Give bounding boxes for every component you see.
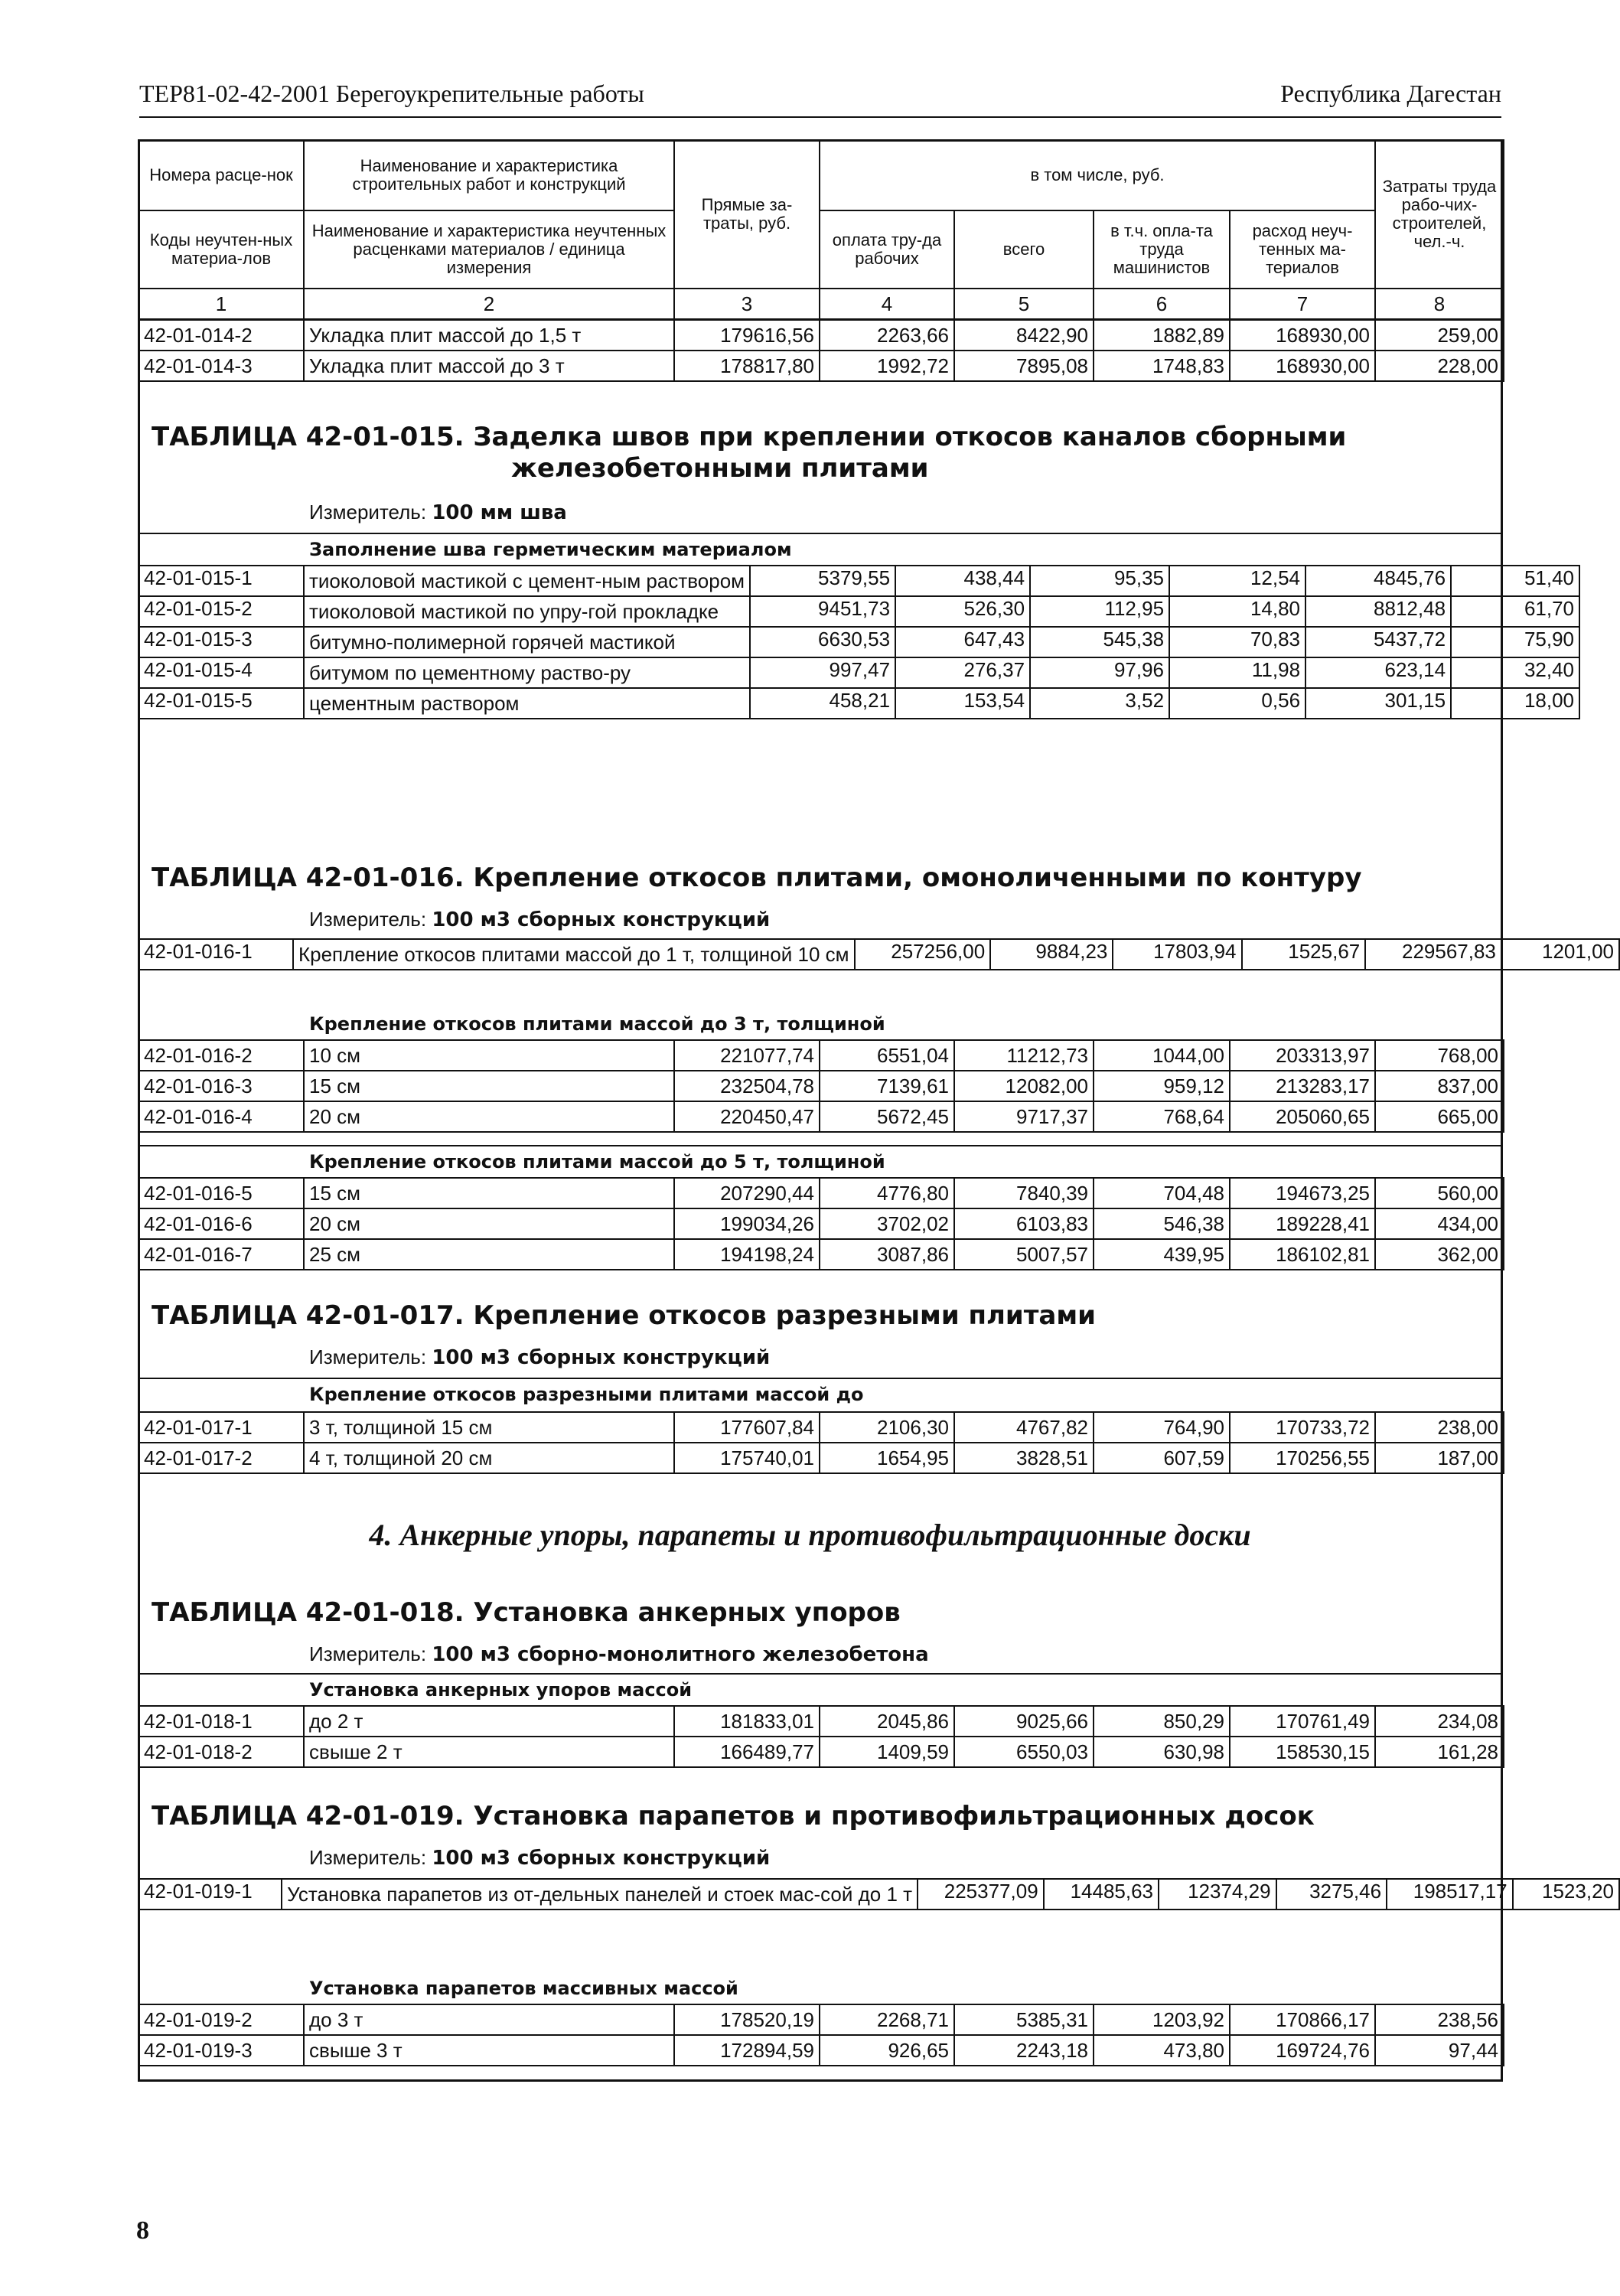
cell-worker-pay: 5672,45 bbox=[820, 1101, 954, 1132]
cell-work-name: 10 см bbox=[304, 1040, 674, 1071]
cell-work-name: 20 см bbox=[304, 1101, 674, 1132]
cell-machines-total: 6550,03 bbox=[954, 1737, 1094, 1767]
cell-machinist-pay: 764,90 bbox=[1094, 1412, 1230, 1443]
header-material-name: Наименование и характеристика неучтенных расценками материалов / единица измерения bbox=[304, 210, 674, 289]
col-num: 3 bbox=[674, 289, 820, 319]
table-row bbox=[139, 1239, 1504, 1270]
table-row bbox=[139, 2004, 1504, 2035]
cell-machinist-pay: 850,29 bbox=[1094, 1706, 1230, 1737]
table-018-group: Установка анкерных упоров массой bbox=[309, 1679, 693, 1701]
table-015-title: ТАБЛИЦА 42-01-015. Заделка швов при креплении откосов каналов сборными bbox=[152, 422, 1347, 452]
cell-direct-costs: 225377,09 bbox=[918, 1879, 1044, 1910]
table-019-first bbox=[138, 1878, 1620, 1910]
cell-material-usage: 189228,41 bbox=[1230, 1208, 1375, 1239]
cell-work-name: 15 см bbox=[304, 1178, 674, 1208]
cell-work-name: Укладка плит массой до 3 т bbox=[304, 351, 674, 381]
cell-worker-pay: 647,43 bbox=[895, 627, 1030, 657]
cell-direct-costs: 181833,01 bbox=[674, 1706, 820, 1737]
table-015-group: Заполнение шва герметическим материалом bbox=[309, 539, 792, 560]
cell-rate-code: 42-01-019-1 bbox=[139, 1879, 282, 1910]
cell-machines-total: 545,38 bbox=[1030, 627, 1169, 657]
column-header-table bbox=[138, 139, 1504, 320]
cell-machines-total: 17803,94 bbox=[1113, 939, 1241, 970]
cell-worker-pay: 3702,02 bbox=[820, 1208, 954, 1239]
cell-direct-costs: 172894,59 bbox=[674, 2035, 820, 2066]
table-019-group: Установка парапетов массивных массой bbox=[309, 1978, 738, 1999]
header-including: в том числе, руб. bbox=[820, 140, 1375, 210]
cell-material-usage: 203313,97 bbox=[1230, 1040, 1375, 1071]
cell-work-name: 15 см bbox=[304, 1071, 674, 1101]
table-row bbox=[139, 627, 1579, 657]
cell-work-name: тиоколовой мастикой по упру-гой прокладке bbox=[304, 596, 750, 627]
table-row bbox=[139, 1737, 1504, 1767]
cell-rate-code: 42-01-015-3 bbox=[139, 627, 304, 657]
cell-machinist-pay: 959,12 bbox=[1094, 1071, 1230, 1101]
cell-work-name: 3 т, толщиной 15 см bbox=[304, 1412, 674, 1443]
rule bbox=[138, 1673, 1503, 1675]
cell-worker-pay: 526,30 bbox=[895, 596, 1030, 627]
cell-labor-hours: 434,00 bbox=[1375, 1208, 1504, 1239]
table-row bbox=[139, 1040, 1504, 1071]
cell-work-name: битумом по цементному раство-ру bbox=[304, 657, 750, 688]
cell-work-name: до 2 т bbox=[304, 1706, 674, 1737]
page-number: 8 bbox=[136, 2216, 149, 2245]
cell-direct-costs: 997,47 bbox=[750, 657, 895, 688]
cell-machines-total: 8422,90 bbox=[954, 320, 1094, 351]
col-num: 6 bbox=[1094, 289, 1230, 319]
cell-material-usage: 186102,81 bbox=[1230, 1239, 1375, 1270]
cell-labor-hours: 75,90 bbox=[1451, 627, 1579, 657]
cell-rate-code: 42-01-016-7 bbox=[139, 1239, 304, 1270]
cell-work-name: до 3 т bbox=[304, 2004, 674, 2035]
table-016-measure: Измеритель: 100 м3 сборных конструкций bbox=[309, 908, 771, 931]
cell-machines-total: 97,96 bbox=[1030, 657, 1169, 688]
cell-machinist-pay: 0,56 bbox=[1169, 688, 1305, 719]
cell-machinist-pay: 1882,89 bbox=[1094, 320, 1230, 351]
cell-labor-hours: 51,40 bbox=[1451, 566, 1579, 596]
cell-material-usage: 170733,72 bbox=[1230, 1412, 1375, 1443]
cell-direct-costs: 199034,26 bbox=[674, 1208, 820, 1239]
header-worker-pay: оплата тру-да рабочих bbox=[820, 210, 954, 289]
table-016-first bbox=[138, 938, 1620, 970]
cell-rate-code: 42-01-018-1 bbox=[139, 1706, 304, 1737]
cell-material-usage: 168930,00 bbox=[1230, 320, 1375, 351]
cell-worker-pay: 1654,95 bbox=[820, 1443, 954, 1473]
table-018-measure: Измеритель: 100 м3 сборно-монолитного железобетона bbox=[309, 1642, 929, 1666]
cell-rate-code: 42-01-017-2 bbox=[139, 1443, 304, 1473]
cell-machines-total: 9025,66 bbox=[954, 1706, 1094, 1737]
cell-rate-code: 42-01-016-3 bbox=[139, 1071, 304, 1101]
table-row bbox=[139, 351, 1504, 381]
table-row bbox=[139, 1178, 1504, 1208]
cell-rate-code: 42-01-017-1 bbox=[139, 1412, 304, 1443]
header-material-usage: расход неуч-тенных ма-териалов bbox=[1230, 210, 1375, 289]
cell-work-name: Укладка плит массой до 1,5 т bbox=[304, 320, 674, 351]
cell-labor-hours: 1201,00 bbox=[1501, 939, 1619, 970]
section-heading: 4. Анкерные упоры, парапеты и противофильтрационные доски bbox=[369, 1518, 1251, 1552]
cell-worker-pay: 2263,66 bbox=[820, 320, 954, 351]
cell-machines-total: 3,52 bbox=[1030, 688, 1169, 719]
cell-work-name: 4 т, толщиной 20 см bbox=[304, 1443, 674, 1473]
table-row bbox=[139, 320, 1504, 351]
cell-worker-pay: 276,37 bbox=[895, 657, 1030, 688]
cell-rate-code: 42-01-015-5 bbox=[139, 688, 304, 719]
cell-work-name: свыше 3 т bbox=[304, 2035, 674, 2066]
cell-direct-costs: 221077,74 bbox=[674, 1040, 820, 1071]
cell-machinist-pay: 70,83 bbox=[1169, 627, 1305, 657]
cell-rate-code: 42-01-014-3 bbox=[139, 351, 304, 381]
cell-work-name: свыше 2 т bbox=[304, 1737, 674, 1767]
table-row bbox=[139, 939, 1619, 970]
cell-machinist-pay: 1748,83 bbox=[1094, 351, 1230, 381]
cell-material-usage: 213283,17 bbox=[1230, 1071, 1375, 1101]
cell-material-usage: 301,15 bbox=[1305, 688, 1451, 719]
header-material-codes: Коды неучтен-ных материа-лов bbox=[139, 210, 304, 289]
cell-direct-costs: 9451,73 bbox=[750, 596, 895, 627]
cell-machinist-pay: 1525,67 bbox=[1242, 939, 1366, 970]
cell-worker-pay: 7139,61 bbox=[820, 1071, 954, 1101]
cell-direct-costs: 179616,56 bbox=[674, 320, 820, 351]
header-machinist-pay: в т.ч. опла-та труда машинистов bbox=[1094, 210, 1230, 289]
col-num: 1 bbox=[139, 289, 304, 319]
table-019-rows bbox=[138, 2004, 1504, 2066]
cell-material-usage: 169724,76 bbox=[1230, 2035, 1375, 2066]
cell-direct-costs: 177607,84 bbox=[674, 1412, 820, 1443]
header-region: Республика Дагестан bbox=[1280, 80, 1501, 107]
cell-labor-hours: 238,56 bbox=[1375, 2004, 1504, 2035]
cell-worker-pay: 3087,86 bbox=[820, 1239, 954, 1270]
cell-worker-pay: 1409,59 bbox=[820, 1737, 954, 1767]
table-row bbox=[139, 1101, 1504, 1132]
cell-work-name: цементным раствором bbox=[304, 688, 750, 719]
rule bbox=[138, 1378, 1503, 1379]
cell-labor-hours: 97,44 bbox=[1375, 2035, 1504, 2066]
cell-rate-code: 42-01-016-1 bbox=[139, 939, 293, 970]
cell-machinist-pay: 607,59 bbox=[1094, 1443, 1230, 1473]
table-017-group: Крепление откосов разрезными плитами массой до bbox=[309, 1384, 864, 1405]
cell-labor-hours: 1523,20 bbox=[1513, 1879, 1619, 1910]
cell-machines-total: 4767,82 bbox=[954, 1412, 1094, 1443]
cell-machines-total: 3828,51 bbox=[954, 1443, 1094, 1473]
table-016-group-2: Крепление откосов плитами массой до 5 т, толщиной bbox=[309, 1151, 885, 1172]
table-row bbox=[139, 1443, 1504, 1473]
cell-material-usage: 158530,15 bbox=[1230, 1737, 1375, 1767]
cell-machinist-pay: 12,54 bbox=[1169, 566, 1305, 596]
table-015-title-cont: железобетонными плитами bbox=[511, 453, 929, 484]
cell-material-usage: 623,14 bbox=[1305, 657, 1451, 688]
cell-rate-code: 42-01-019-2 bbox=[139, 2004, 304, 2035]
cell-material-usage: 170256,55 bbox=[1230, 1443, 1375, 1473]
cell-machines-total: 5385,31 bbox=[954, 2004, 1094, 2035]
cell-worker-pay: 153,54 bbox=[895, 688, 1030, 719]
table-row bbox=[139, 1412, 1504, 1443]
cell-machines-total: 12082,00 bbox=[954, 1071, 1094, 1101]
cell-material-usage: 170761,49 bbox=[1230, 1706, 1375, 1737]
cell-worker-pay: 926,65 bbox=[820, 2035, 954, 2066]
cell-labor-hours: 560,00 bbox=[1375, 1178, 1504, 1208]
cell-machinist-pay: 546,38 bbox=[1094, 1208, 1230, 1239]
cell-machinist-pay: 1203,92 bbox=[1094, 2004, 1230, 2035]
cell-machinist-pay: 11,98 bbox=[1169, 657, 1305, 688]
cell-direct-costs: 6630,53 bbox=[750, 627, 895, 657]
cell-labor-hours: 768,00 bbox=[1375, 1040, 1504, 1071]
table-016-group-1-rows bbox=[138, 1039, 1504, 1133]
cell-direct-costs: 257256,00 bbox=[855, 939, 991, 970]
cell-material-usage: 8812,48 bbox=[1305, 596, 1451, 627]
table-018-title: ТАБЛИЦА 42-01-018. Установка анкерных упоров bbox=[152, 1597, 901, 1628]
cell-direct-costs: 194198,24 bbox=[674, 1239, 820, 1270]
header-labor: Затраты труда рабо-чих-строителей, чел.-ч. bbox=[1375, 140, 1504, 289]
table-018 bbox=[138, 1705, 1504, 1768]
table-017-title: ТАБЛИЦА 42-01-017. Крепление откосов разрезными плитами bbox=[152, 1300, 1096, 1331]
table-015 bbox=[138, 565, 1580, 719]
cell-material-usage: 5437,72 bbox=[1305, 627, 1451, 657]
cell-labor-hours: 187,00 bbox=[1375, 1443, 1504, 1473]
rule bbox=[138, 1145, 1503, 1146]
cell-machinist-pay: 439,95 bbox=[1094, 1239, 1230, 1270]
cell-direct-costs: 232504,78 bbox=[674, 1071, 820, 1101]
cell-labor-hours: 259,00 bbox=[1375, 320, 1504, 351]
cell-labor-hours: 32,40 bbox=[1451, 657, 1579, 688]
cell-direct-costs: 5379,55 bbox=[750, 566, 895, 596]
cell-rate-code: 42-01-016-6 bbox=[139, 1208, 304, 1239]
table-row bbox=[139, 566, 1579, 596]
table-row bbox=[139, 596, 1579, 627]
cell-labor-hours: 161,28 bbox=[1375, 1737, 1504, 1767]
cell-direct-costs: 178817,80 bbox=[674, 351, 820, 381]
cell-worker-pay: 4776,80 bbox=[820, 1178, 954, 1208]
cell-machinist-pay: 473,80 bbox=[1094, 2035, 1230, 2066]
table-016-group-1: Крепление откосов плитами массой до 3 т, толщиной bbox=[309, 1013, 885, 1035]
cell-worker-pay: 2106,30 bbox=[820, 1412, 954, 1443]
col-num: 5 bbox=[954, 289, 1094, 319]
cell-machinist-pay: 14,80 bbox=[1169, 596, 1305, 627]
cell-labor-hours: 665,00 bbox=[1375, 1101, 1504, 1132]
running-header bbox=[139, 80, 1501, 115]
cell-material-usage: 194673,25 bbox=[1230, 1178, 1375, 1208]
header-title: ТЕР81-02-42-2001 Берегоукрепительные работы bbox=[139, 80, 644, 107]
cell-rate-code: 42-01-015-2 bbox=[139, 596, 304, 627]
header-rates: Номера расце-нок bbox=[139, 140, 304, 210]
cell-material-usage: 229567,83 bbox=[1365, 939, 1501, 970]
cell-worker-pay: 14485,63 bbox=[1044, 1879, 1159, 1910]
table-row bbox=[139, 2035, 1504, 2066]
cell-machines-total: 9717,37 bbox=[954, 1101, 1094, 1132]
cell-labor-hours: 234,08 bbox=[1375, 1706, 1504, 1737]
cell-labor-hours: 61,70 bbox=[1451, 596, 1579, 627]
cell-direct-costs: 220450,47 bbox=[674, 1101, 820, 1132]
cell-rate-code: 42-01-015-1 bbox=[139, 566, 304, 596]
table-019-measure: Измеритель: 100 м3 сборных конструкций bbox=[309, 1846, 771, 1870]
cell-machines-total: 95,35 bbox=[1030, 566, 1169, 596]
header-machines-total: всего bbox=[954, 210, 1094, 289]
table-017 bbox=[138, 1411, 1504, 1474]
cell-work-name: 20 см bbox=[304, 1208, 674, 1239]
cell-rate-code: 42-01-018-2 bbox=[139, 1737, 304, 1767]
col-num: 2 bbox=[304, 289, 674, 319]
cell-machines-total: 112,95 bbox=[1030, 596, 1169, 627]
cell-machinist-pay: 1044,00 bbox=[1094, 1040, 1230, 1071]
cell-material-usage: 4845,76 bbox=[1305, 566, 1451, 596]
cell-worker-pay: 6551,04 bbox=[820, 1040, 954, 1071]
table-017-measure: Измеритель: 100 м3 сборных конструкций bbox=[309, 1345, 771, 1369]
cell-worker-pay: 438,44 bbox=[895, 566, 1030, 596]
cell-rate-code: 42-01-015-4 bbox=[139, 657, 304, 688]
cell-worker-pay: 2045,86 bbox=[820, 1706, 954, 1737]
table-019-title: ТАБЛИЦА 42-01-019. Установка парапетов и противофильтрационных досок bbox=[152, 1801, 1315, 1831]
cell-rate-code: 42-01-014-2 bbox=[139, 320, 304, 351]
header-work-name: Наименование и характеристика строительных работ и конструкций bbox=[304, 140, 674, 210]
cell-worker-pay: 1992,72 bbox=[820, 351, 954, 381]
cell-direct-costs: 166489,77 bbox=[674, 1737, 820, 1767]
cell-machinist-pay: 3275,46 bbox=[1276, 1879, 1387, 1910]
cell-labor-hours: 238,00 bbox=[1375, 1412, 1504, 1443]
table-015-measure: Измеритель: 100 мм шва bbox=[309, 501, 567, 524]
cell-machines-total: 6103,83 bbox=[954, 1208, 1094, 1239]
cell-direct-costs: 207290,44 bbox=[674, 1178, 820, 1208]
cell-labor-hours: 837,00 bbox=[1375, 1071, 1504, 1101]
cell-material-usage: 198517,17 bbox=[1387, 1879, 1513, 1910]
cell-material-usage: 168930,00 bbox=[1230, 351, 1375, 381]
cell-rate-code: 42-01-016-5 bbox=[139, 1178, 304, 1208]
table-014-rows bbox=[138, 319, 1504, 382]
cell-machinist-pay: 768,64 bbox=[1094, 1101, 1230, 1132]
cell-work-name: 25 см bbox=[304, 1239, 674, 1270]
cell-labor-hours: 228,00 bbox=[1375, 351, 1504, 381]
col-num: 8 bbox=[1375, 289, 1504, 319]
header-direct-costs: Прямые за-траты, руб. bbox=[674, 140, 820, 289]
table-row bbox=[139, 657, 1579, 688]
cell-work-name: битумно-полимерной горячей мастикой bbox=[304, 627, 750, 657]
cell-machines-total: 12374,29 bbox=[1159, 1879, 1276, 1910]
cell-labor-hours: 362,00 bbox=[1375, 1239, 1504, 1270]
cell-direct-costs: 458,21 bbox=[750, 688, 895, 719]
cell-machinist-pay: 630,98 bbox=[1094, 1737, 1230, 1767]
cell-material-usage: 205060,65 bbox=[1230, 1101, 1375, 1132]
cell-machinist-pay: 704,48 bbox=[1094, 1178, 1230, 1208]
cell-work-name: Установка парапетов из от-дельных панелей и стоек мас-сой до 1 т bbox=[282, 1879, 918, 1910]
cell-worker-pay: 9884,23 bbox=[990, 939, 1113, 970]
cell-machines-total: 11212,73 bbox=[954, 1040, 1094, 1071]
rule bbox=[138, 533, 1503, 534]
cell-worker-pay: 2268,71 bbox=[820, 2004, 954, 2035]
cell-rate-code: 42-01-019-3 bbox=[139, 2035, 304, 2066]
col-num: 7 bbox=[1230, 289, 1375, 319]
table-016-group-2-rows bbox=[138, 1177, 1504, 1270]
table-row bbox=[139, 1706, 1504, 1737]
table-row bbox=[139, 1071, 1504, 1101]
cell-machines-total: 7895,08 bbox=[954, 351, 1094, 381]
cell-material-usage: 170866,17 bbox=[1230, 2004, 1375, 2035]
cell-machines-total: 5007,57 bbox=[954, 1239, 1094, 1270]
table-016-title: ТАБЛИЦА 42-01-016. Крепление откосов плитами, омоноличенными по контуру bbox=[152, 863, 1362, 893]
table-row bbox=[139, 1879, 1619, 1910]
cell-labor-hours: 18,00 bbox=[1451, 688, 1579, 719]
col-num: 4 bbox=[820, 289, 954, 319]
cell-machines-total: 7840,39 bbox=[954, 1178, 1094, 1208]
cell-machines-total: 2243,18 bbox=[954, 2035, 1094, 2066]
cell-work-name: Крепление откосов плитами массой до 1 т, толщиной 10 см bbox=[293, 939, 855, 970]
cell-work-name: тиоколовой мастикой с цемент-ным раствором bbox=[304, 566, 750, 596]
cell-rate-code: 42-01-016-2 bbox=[139, 1040, 304, 1071]
table-row bbox=[139, 688, 1579, 719]
cell-direct-costs: 178520,19 bbox=[674, 2004, 820, 2035]
cell-rate-code: 42-01-016-4 bbox=[139, 1101, 304, 1132]
table-row bbox=[139, 1208, 1504, 1239]
header-rule bbox=[139, 116, 1501, 118]
cell-direct-costs: 175740,01 bbox=[674, 1443, 820, 1473]
